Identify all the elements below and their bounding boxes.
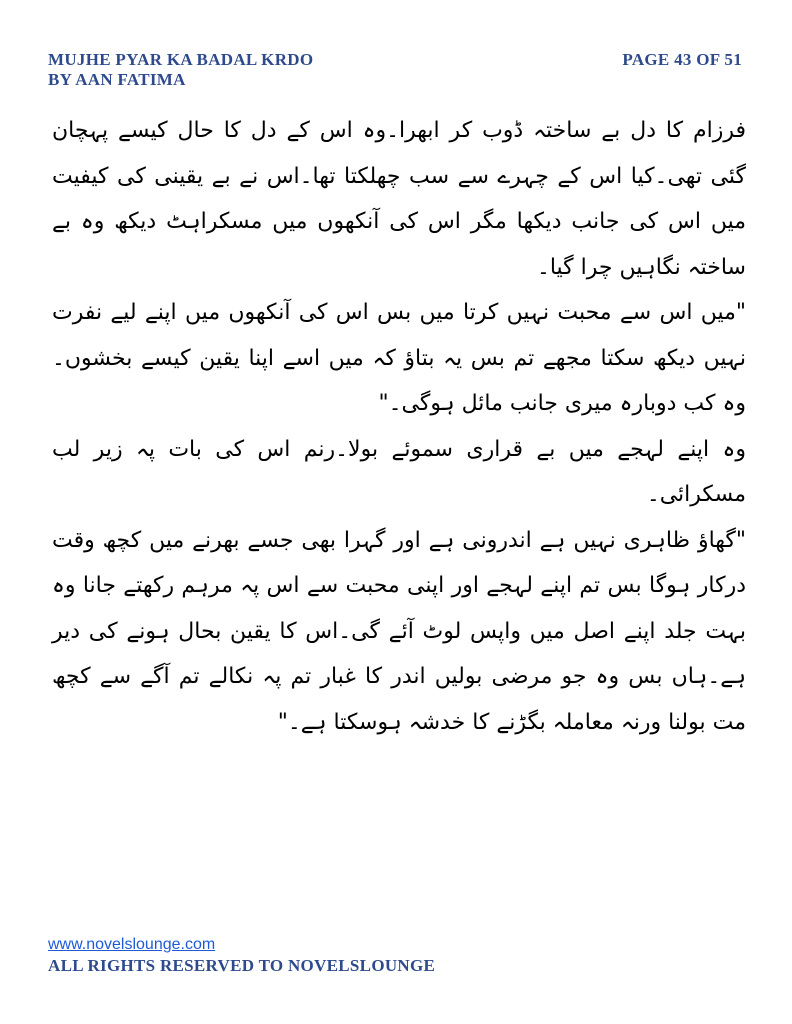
- paragraph-2: "میں اس سے محبت نہیں کرتا میں بس اس کی آنکھوں میں اپنے لیے نفرت نہیں دیکھ سکتا مجھے تم بس یہ بتاؤ کہ میں اسے اپنا یقین کیسے بخشوں۔وہ کب دوبارہ میری جانب مائل ہوگی۔": [52, 300, 746, 416]
- rights-notice: ALL RIGHTS RESERVED TO NOVELSLOUNGE: [48, 956, 436, 975]
- paragraph-4: "گھاؤ ظاہری نہیں ہے اندرونی ہے اور گہرا بھی جسے بھرنے میں کچھ وقت درکار ہوگا بس تم اپنے لہجے اور اپنی محبت سے اس پہ مرہم رکھتے جانا وہ بہت جلد اپنے اصل میں واپس لوٹ آئے گی۔اس کا یقین بحال ہونے کی دیر ہے۔ہاں بس وہ جو مرضی بولیں اندر کا غبار تم پہ نکالے تم آگے سے کچھ مت بولنا ورنہ معاملہ بگڑنے کا خدشہ ہوسکتا ہے۔": [52, 527, 746, 735]
- paragraph-3: وہ اپنے لہجے میں بے قراری سموئے بولا۔رنم اس کی بات پہ زیر لب مسکرائی۔: [52, 436, 746, 507]
- page-footer: [48, 935, 435, 977]
- header-title-block: [48, 50, 313, 90]
- novel-title: MUJHE PYAR KA BADAL KRDO: [48, 50, 314, 69]
- page-number: PAGE 43 OF 51: [622, 50, 742, 69]
- paragraph-1: فرزام کا دل بے ساختہ ڈوب کر ابھرا۔وہ اس کے دل کا حال کیسے پہچان گئی تھی۔کیا اس کے چہرے سے سب چھلکتا تھا۔اس نے بے یقینی کی کیفیت میں اس کی جانب دیکھا مگر اس کی آنکھوں میں مسکراہٹ دیکھ وہ بے ساختہ نگاہیں چرا گیا۔: [52, 118, 746, 280]
- website-link[interactable]: www.novelslounge.com: [48, 936, 216, 953]
- document-body: [52, 108, 746, 745]
- author-name: BY AAN FATIMA: [48, 70, 186, 89]
